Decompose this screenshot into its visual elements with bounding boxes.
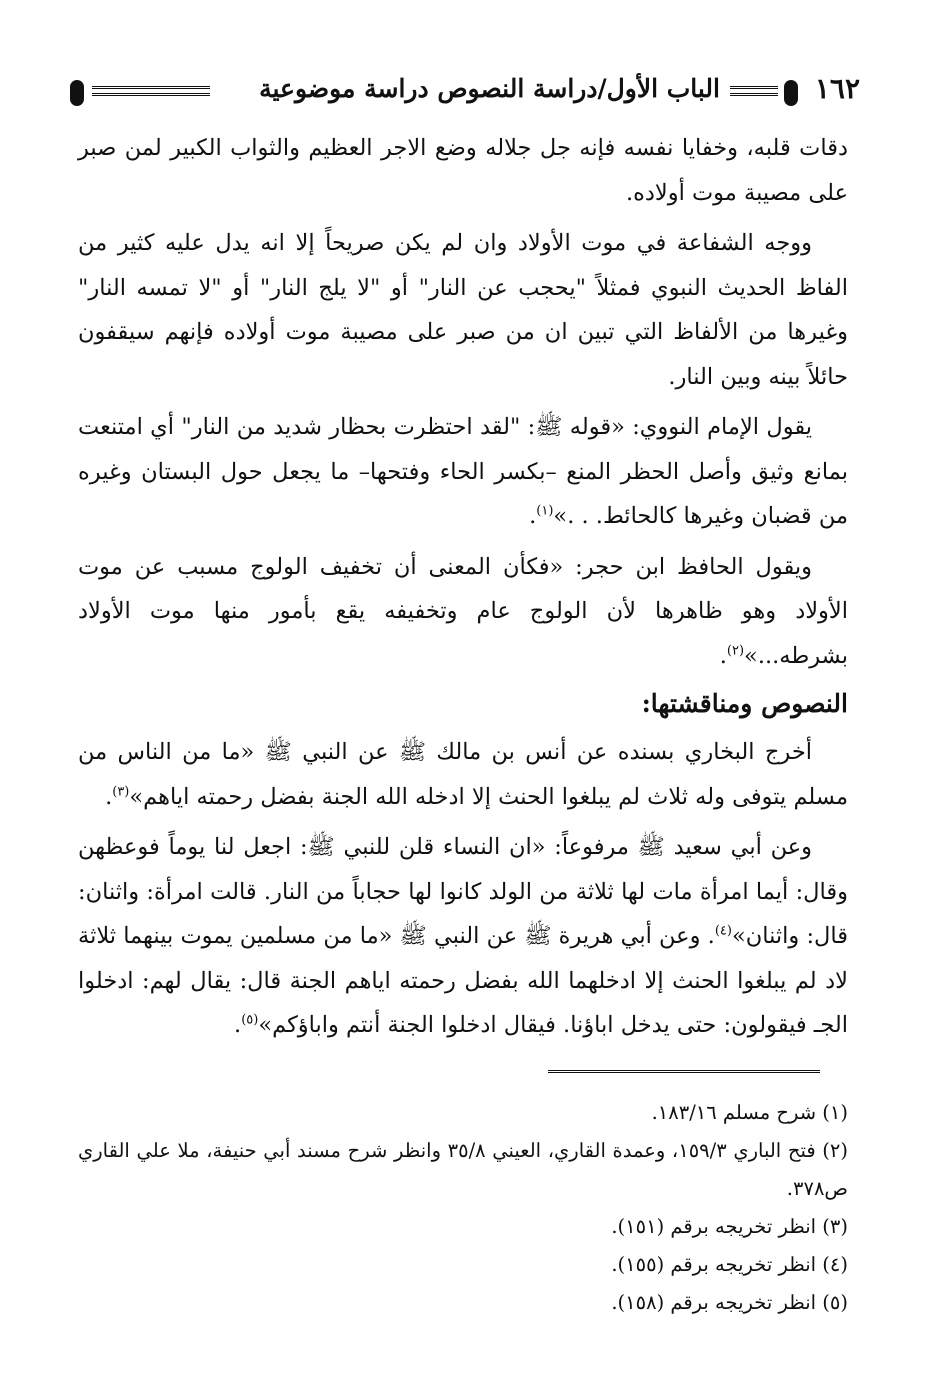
footnote: (٢) فتح الباري ١٥٩/٣، وعمدة القاري، العيني ٣٥/٨ وانظر شرح مسند أبي حنيفة، ملا علي القاري ص٣٧٨. <box>78 1139 848 1200</box>
footnote: (٥) انظر تخريجه برقم (١٥٨). <box>611 1291 848 1314</box>
paragraph: يقول الإمام النووي: «قوله ﷺ: "لقد احتظرت بحظار شديد من النار" أي امتنعت بمانع وثيق وأصل الحظر المنع –بكسر الحاء وفتحها– ما يجعل حول البستان وغيره من قضبان وغيرها كالحائط. . .»$^{(١)}$. <box>78 414 848 529</box>
header-rule-left <box>92 86 210 96</box>
paragraph: دقات قلبه، وخفايا نفسه فإنه جل جلاله وضع الاجر العظيم والثواب الكبير لمن صبر على مصيبة موت أولاده. <box>78 135 848 206</box>
footnote-mark: (١) <box>536 503 554 519</box>
paragraph: ويقول الحافظ ابن حجر: «فكأن المعنى أن تخفيف الولوج مسبب عن موت الأولاد وهو ظاهرها لأن الولوج عام وتخفيفه يقع بأمور منها موت الأولاد بشرطه...»$^{(٢)}$. <box>78 553 848 669</box>
page-number: ١٦٢ <box>814 72 860 105</box>
section-heading: النصوص ومناقشتها: <box>641 689 848 718</box>
footnote: (٤) انظر تخريجه برقم (١٥٥). <box>611 1253 848 1276</box>
header-rule-right <box>730 86 778 96</box>
footnote-mark: (٢) <box>726 643 745 658</box>
footnote-mark: (٤) <box>714 923 732 939</box>
page-body <box>78 126 848 1054</box>
footnote: (١) شرح مسلم ١٨٣/١٦. <box>651 1101 848 1124</box>
footnote-mark: (٣) <box>112 784 130 799</box>
page-header <box>70 70 860 114</box>
hadith-paragraph: وعن أبي سعيد ﷺ مرفوعاً: «ان النساء قلن للنبي ﷺ: اجعل لنا يوماً فوعظهن وقال: أيما امرأة مات لها ثلاثة من الولد كانوا لها حجاباً من النار. قالت امرأة: واثنان: قال: واثنان»$^{(٤)}$. وعن أبي هريرة ﷺ عن النبي ﷺ «ما من مسلمين يموت بينهما ثلاثة لاد لم يبلغوا الحنث إلا ادخلهما الله بفضل رحمته اياهم الجنة قال: يقال لهم: ادخلوا الجـ فيقولون: حتى يدخل اباؤنا. فيقال ادخلوا الجنة أنتم واباؤكم»$^{(٥)}$. <box>78 834 849 1038</box>
header-ornament-right <box>784 80 798 106</box>
header-ornament-left <box>70 80 84 106</box>
footnote: (٣) انظر تخريجه برقم (١٥١). <box>611 1215 848 1238</box>
paragraph: ووجه الشفاعة في موت الأولاد وان لم يكن صريحاً إلا انه يدل عليه كثير من الفاظ الحديث النبوي فمثلاً "يحجب عن النار" أو "لا يلج النار" أو "لا تمسه النار" وغيرها من الألفاظ التي تبين ان من صبر على مصيبة موت أولاده فإنهم سيقفون حائلاً بينه وبين النار. <box>78 230 848 390</box>
hadith-paragraph: أخرج البخاري بسنده عن أنس بن مالك ﷺ عن النبي ﷺ «ما من الناس من مسلم يتوفى وله ثلاث لم يبلغوا الحنث إلا ادخله الله الجنة بفضل رحمته اياهم»$^{(٣)}$. <box>78 739 848 810</box>
running-title: الباب الأول/دراسة النصوص دراسة موضوعية <box>259 74 720 103</box>
footnote-mark: (٥) <box>241 1012 259 1028</box>
footnotes <box>78 1094 848 1322</box>
footnote-separator <box>548 1070 820 1076</box>
